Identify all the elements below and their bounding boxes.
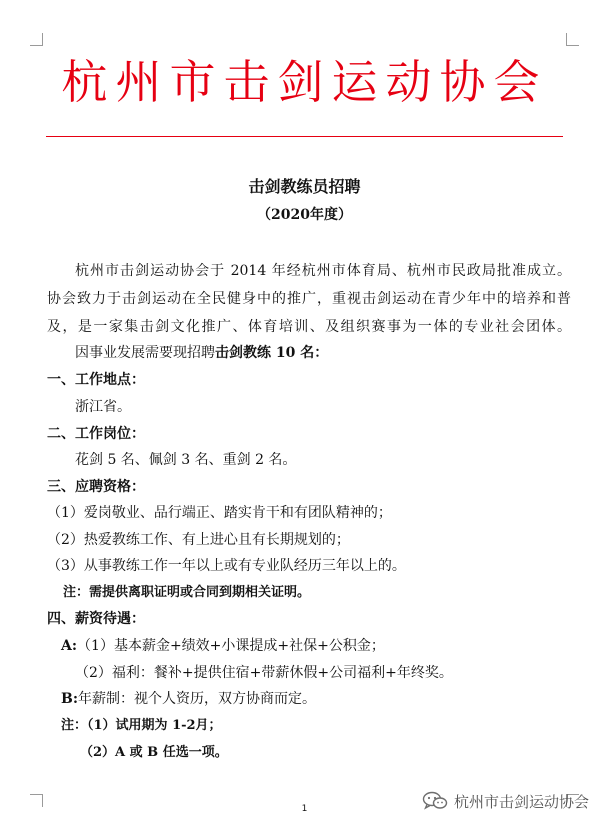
salary-option-b-text: 年薪制：视个人资历，双方协商而定。 bbox=[78, 691, 317, 707]
salary-option-a-item-2: （2）福利：餐补+提供住宿+带薪休假+公司福利+年终奖。 bbox=[75, 665, 453, 681]
header-divider bbox=[46, 136, 563, 137]
crop-mark-top-right bbox=[566, 33, 579, 46]
document-title: 击剑教练员招聘 bbox=[248, 177, 361, 196]
organization-title: 杭州市击剑运动协会 bbox=[61, 55, 548, 109]
recruitment-need bbox=[75, 343, 328, 363]
page-number: 1 bbox=[301, 804, 308, 814]
salary-option-a-item-1: （1）基本薪金+绩效+小课提成+社保+公积金； bbox=[77, 638, 385, 654]
requirement-item: （3）从事教练工作一年以上或有专业队经历三年以上的。 bbox=[47, 558, 406, 574]
section-salary-heading: 四、薪资待遇： bbox=[47, 611, 145, 627]
section-location-value: 浙江省。 bbox=[75, 399, 131, 415]
salary-option-b bbox=[61, 689, 316, 709]
section-position-heading: 二、工作岗位： bbox=[47, 426, 145, 442]
salary-note-2: （2）A 或 B 任选一项。 bbox=[80, 745, 228, 760]
requirement-item: （2）热爱教练工作、有上进心且有长期规划的； bbox=[47, 532, 350, 548]
document-year: （2020年度） bbox=[257, 207, 352, 223]
crop-mark-top-left bbox=[30, 33, 43, 46]
salary-option-a bbox=[61, 636, 385, 656]
wechat-icon bbox=[422, 791, 448, 811]
salary-option-b-label: B: bbox=[61, 691, 79, 707]
intro-line-1: 杭州市击剑运动协会于 2014 年经杭州市体育局、杭州市民政局批准成立。 bbox=[75, 263, 571, 279]
recruitment-need-count: 击剑教练 10 名： bbox=[215, 345, 329, 361]
intro-line-2: 协会致力于击剑运动在全民健身中的推广，重视击剑运动在青少年中的培养和普 bbox=[47, 291, 571, 307]
watermark-text: 杭州市击剑运动协会 bbox=[454, 792, 590, 811]
section-requirements-heading: 三、应聘资格： bbox=[47, 479, 145, 495]
recruitment-need-text: 因事业发展需要现招聘 bbox=[75, 345, 215, 361]
intro-line-3: 及，是一家集击剑文化推广、体育培训、及组织赛事为一体的专业社会团体。 bbox=[47, 319, 571, 335]
requirement-item: （1）爱岗敬业、品行端正、踏实肯干和有团队精神的； bbox=[47, 505, 392, 521]
section-location-heading: 一、工作地点： bbox=[47, 372, 145, 388]
requirements-note: 注：需提供离职证明或合同到期相关证明。 bbox=[63, 585, 311, 600]
section-position-value: 花剑 5 名、佩剑 3 名、重剑 2 名。 bbox=[75, 452, 297, 468]
wechat-watermark bbox=[422, 790, 589, 812]
salary-note-1: 注：（1）试用期为 1-2月； bbox=[61, 718, 222, 733]
salary-option-a-label: A: bbox=[61, 638, 78, 654]
